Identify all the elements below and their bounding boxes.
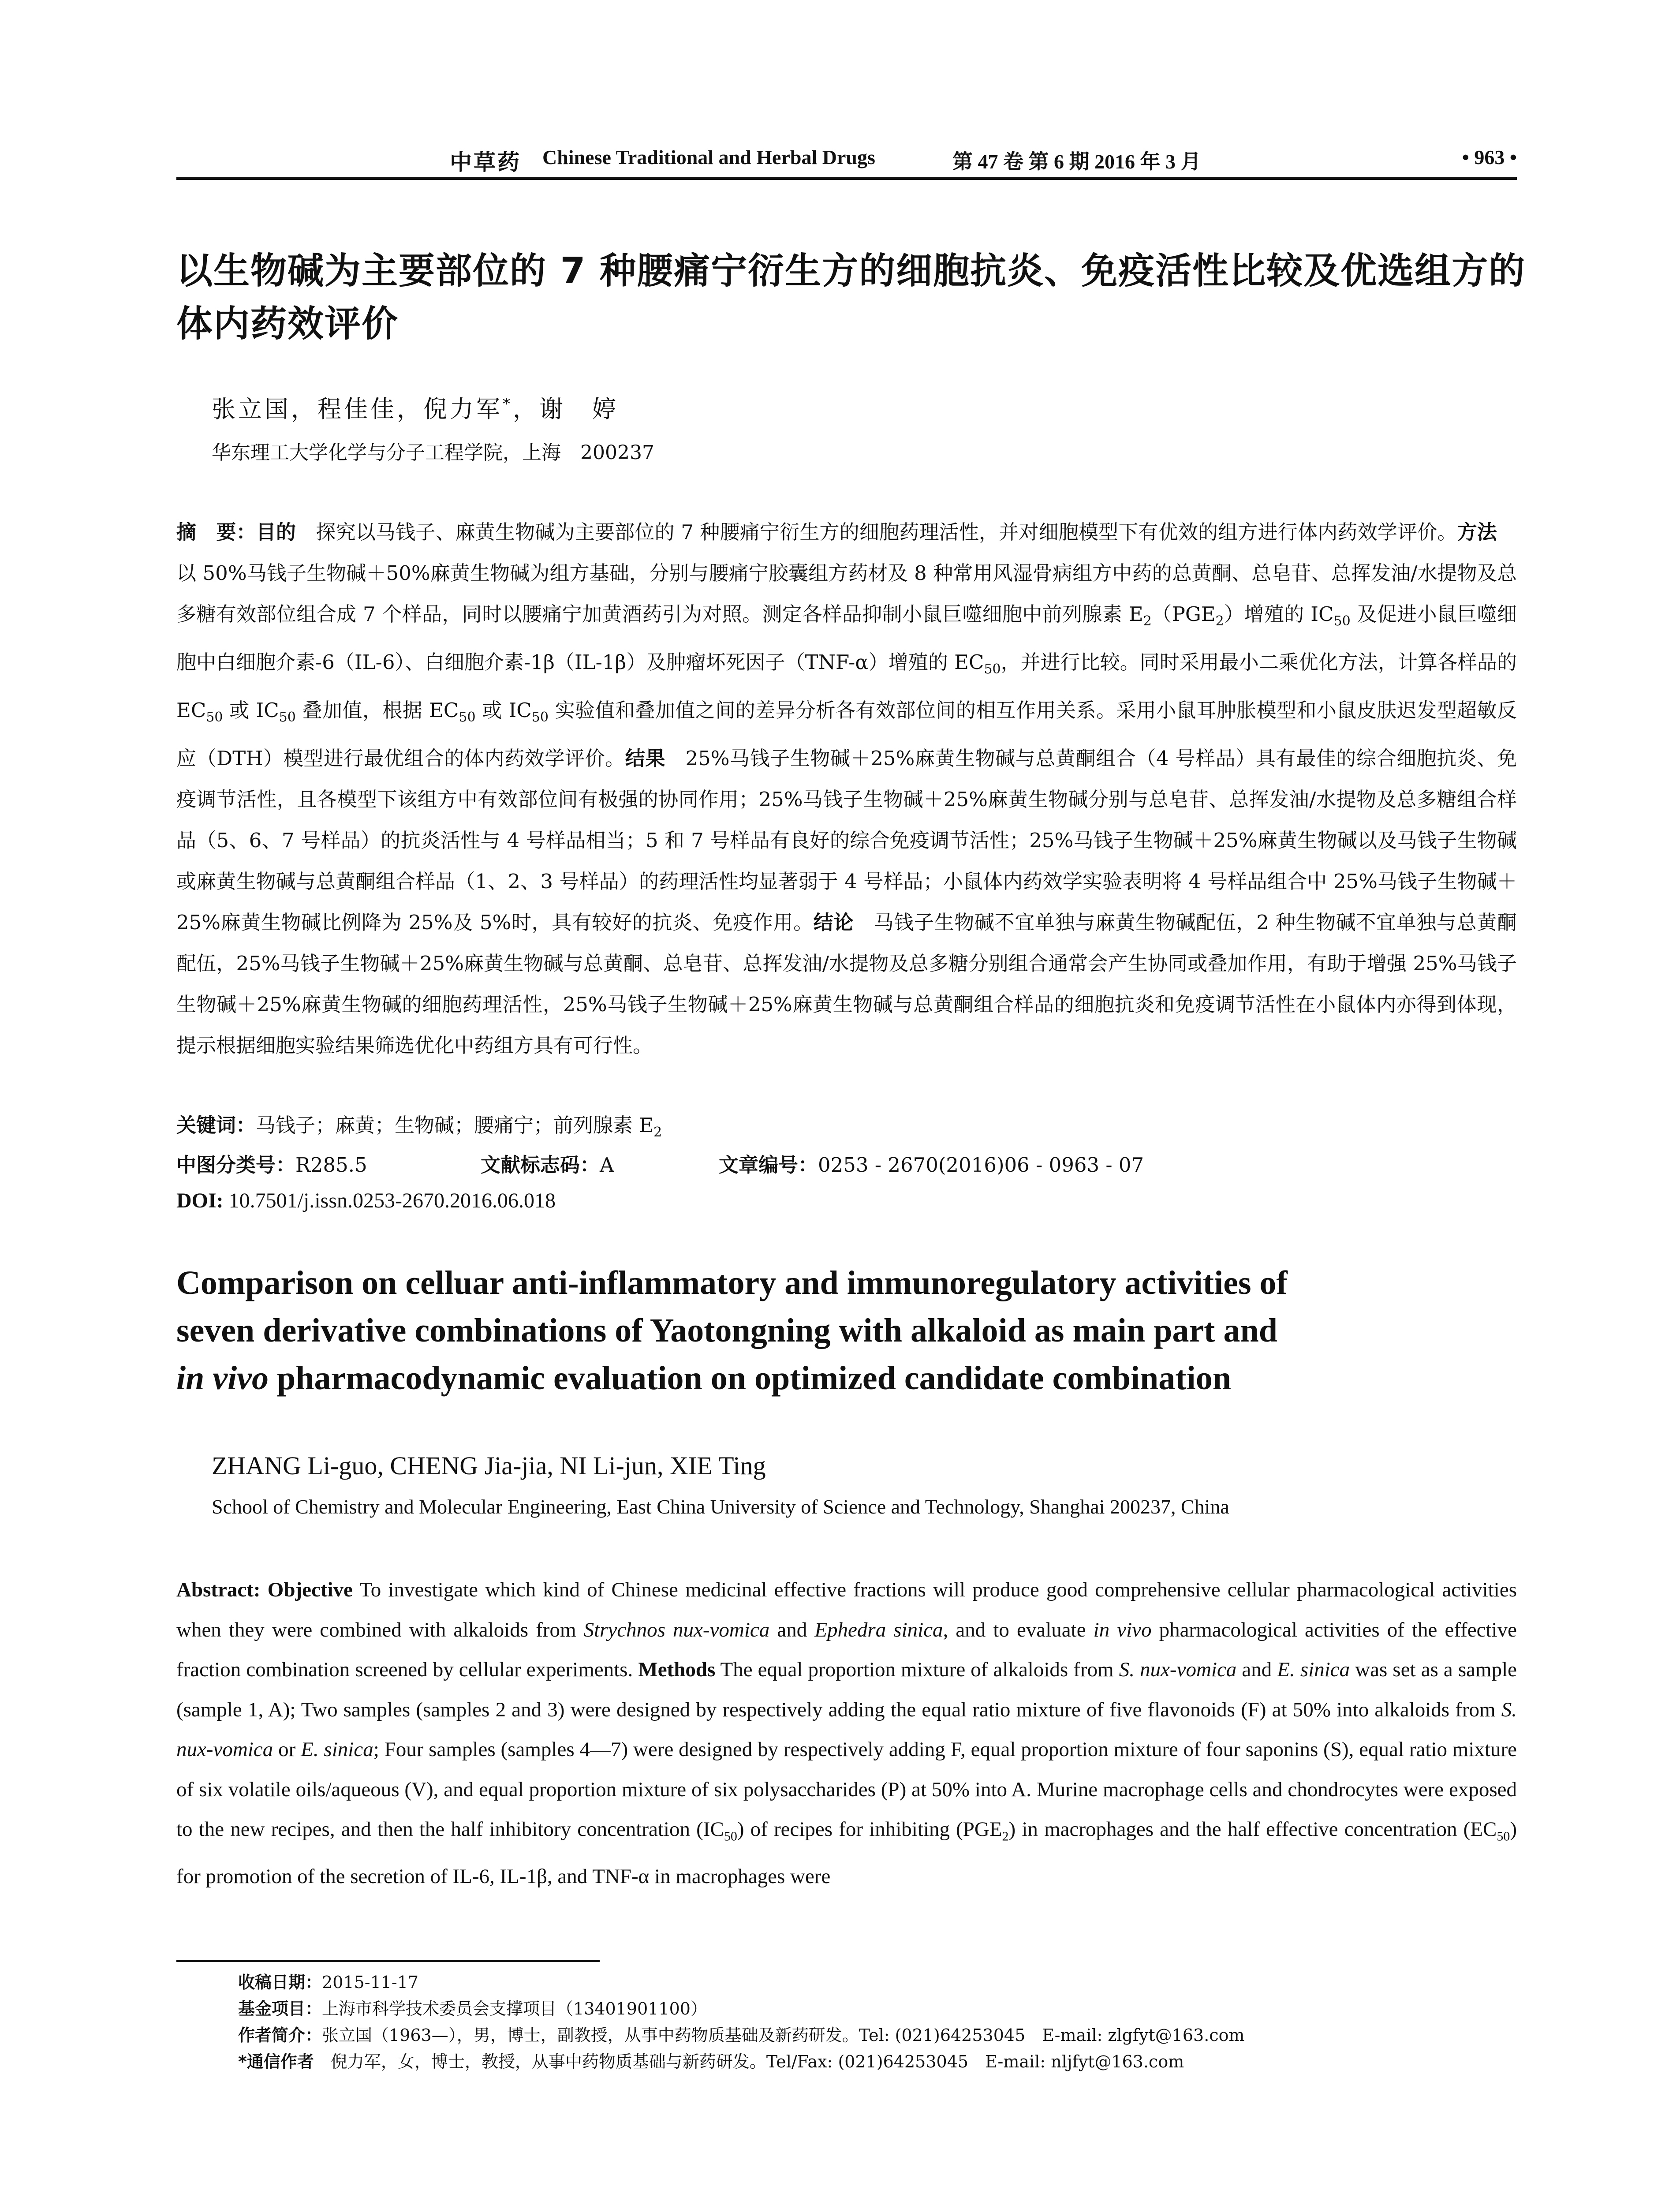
keywords-text: 马钱子；麻黄；生物碱；腰痛宁；前列腺素 E: [256, 1114, 654, 1137]
affiliation-en: School of Chemistry and Molecular Engineering, East China University of Science and Technology, Shanghai 200237, China: [212, 1495, 1229, 1518]
abstract-en-text-8: or: [273, 1738, 301, 1761]
subscript-50: 50: [1333, 613, 1351, 629]
species-name: S. nux-vomica: [1119, 1658, 1237, 1681]
doc-code-value: A: [600, 1153, 614, 1177]
abstract-en-text-7: was set as a sample (sample 1, A); Two samples (samples 2 and 3) were designed by respectively adding the equal ratio mixture of five flavonoids (F) at 50% into alkaloids from: [176, 1658, 1517, 1721]
subscript-2: 2: [1215, 613, 1224, 629]
subscript-2: 2: [1002, 1829, 1009, 1844]
footnote-corresponding: [238, 2048, 1517, 2075]
abstract-en-text-6: and: [1236, 1658, 1277, 1681]
results-text-cn: 25%马钱子生物碱＋25%麻黄生物碱与总黄酮组合（4 号样品）具有最佳的综合细胞抗炎、免疫调节活性，且各模型下该组方中有效部位间有极强的协同作用；25%马钱子生物碱＋25%麻黄生物碱分别与总皂苷、总挥发油/水提物及总多糖组合样品（5、6、7 号样品）的抗炎活性与 4 号样品相当；5 和 7 号样品有良好的综合免疫调节活性；25%马钱子生物碱＋25%麻黄生物碱以及马钱子生物碱或麻黄生物碱与总黄酮组合样品（1、2、3 号样品）的药理活性均显著弱于 4 号样品；小鼠体内药效学实验表明将 4 号样品组合中 25%马钱子生物碱＋25%麻黄生物碱比例降为 25%及 5%时，具有较好的抗炎、免疫作用。: [176, 747, 1517, 934]
footnote-fund: [238, 1996, 1517, 2022]
in-vivo-italic: in vivo: [1093, 1618, 1152, 1641]
doc-code-label: 文献标志码：: [481, 1153, 600, 1177]
subscript-50: 50: [1497, 1829, 1510, 1844]
methods-text-cn-9: 实验值和叠加值之间的差异分析各有效部位间的相互作用关系。采用小鼠耳肿胀模型和小鼠皮肤迟发型超敏反应（DTH）模型进行最优组合的体内药效学评价。: [176, 699, 1517, 770]
objective-label-cn: 目的: [256, 520, 296, 544]
species-name: Strychnos nux-vomica: [583, 1618, 770, 1641]
doi-value[interactable]: 10.7501/j.issn.0253-2670.2016.06.018: [223, 1189, 556, 1212]
doc-code-field: [481, 1149, 614, 1177]
authors-cn: [212, 390, 1446, 424]
subscript-50: 50: [279, 710, 296, 725]
objective-text-cn: 探究以马钱子、麻黄生物碱为主要部位的 7 种腰痛宁衍生方的细胞药理活性，并对细胞模型下有优效的组方进行体内药效学评价。: [296, 520, 1457, 544]
subscript-50: 50: [724, 1829, 737, 1844]
abstract-en-text-11: ) in macrophages and the half effective concentration (EC: [1008, 1818, 1497, 1841]
received-label: 收稿日期：: [238, 1973, 322, 1992]
footnote-received: [238, 1969, 1517, 1996]
issue-info: 第 47 卷 第 6 期 2016 年 3 月: [952, 150, 1201, 173]
article-title-en: [176, 1259, 1534, 1402]
species-name: Ephedra sinica: [814, 1618, 943, 1641]
doi-label: DOI:: [176, 1189, 224, 1212]
article-title-cn: 以生物碱为主要部位的 7 种腰痛宁衍生方的细胞抗炎、免疫活性比较及优选组方的体内药效评价: [176, 250, 1526, 345]
abstract-en-text-5: The equal proportion mixture of alkaloids from: [715, 1658, 1119, 1681]
received-date: 2015-11-17: [322, 1973, 419, 1992]
subscript-2: 2: [653, 1125, 662, 1140]
abstract-label-en: Abstract:: [176, 1578, 261, 1601]
abstract-en-text-4: pharmacological activities of the effective fraction combination screened by cellular experiments.: [176, 1618, 1517, 1681]
author-names-cn: 张立国，程佳佳，倪力军: [212, 395, 503, 423]
title-en-line-3: [176, 1354, 1534, 1402]
footnote-divider: [176, 1960, 600, 1962]
abstract-en-text-2: and: [769, 1618, 815, 1641]
article-number-value: 0253 - 2670(2016)06 - 0963 - 07: [818, 1153, 1144, 1177]
title-en-line-3-rest: pharmacodynamic evaluation on optimized candidate combination: [268, 1360, 1231, 1397]
methods-text-cn-1: 以 50%马钱子生物碱＋50%麻黄生物碱为组方基础，分别与腰痛宁胶囊组方药材及 8 种常用风湿骨病组方中药的总黄酮、总皂苷、总挥发油/水提物及总多糖有效部位组合成 7 个样品，同时以腰痛宁加黄酒药引为对照。测定各样品抑制小鼠巨噬细胞中前列腺素 E: [176, 520, 1517, 626]
title-en-line-1: Comparison on celluar anti-inflammatory and immunoregulatory activities of: [176, 1264, 1288, 1301]
journal-name-cn: 中草药: [450, 150, 521, 175]
author-bio-label: 作者简介：: [238, 2026, 322, 2045]
subscript-50: 50: [984, 662, 1001, 677]
affiliation-cn: 华东理工大学化学与分子工程学院，上海 200237: [212, 441, 654, 464]
abstract-cn: [176, 512, 1517, 1066]
abstract-en-text-1: To investigate which kind of Chinese medicinal effective fractions will produce good comprehensive cellular pharmacological activities when they were combined with alkaloids from: [176, 1578, 1517, 1641]
clc-label: 中图分类号：: [176, 1153, 296, 1177]
running-header: [176, 142, 1517, 180]
title-en-line-2: seven derivative combinations of Yaotongning with alkaloid as main part and: [176, 1312, 1278, 1349]
subscript-2: 2: [1143, 613, 1152, 629]
clc-value: R285.5: [295, 1153, 367, 1177]
abstract-en: [176, 1570, 1517, 1896]
article-number-field: [719, 1149, 1144, 1177]
conclusion-label-cn: 结论: [813, 911, 854, 934]
species-name: E. sinica: [1277, 1658, 1350, 1681]
abstract-en-text-3: , and to evaluate: [943, 1618, 1094, 1641]
subscript-50: 50: [206, 710, 223, 725]
authors-en: ZHANG Li-guo, CHENG Jia-jia, NI Li-jun, XIE Ting: [212, 1451, 766, 1480]
author-bio-text: 张立国（1963—），男，博士，副教授，从事中药物质基础及新药研发。Tel: (021)64253045 E-mail: zlgfyt@163.com: [322, 2026, 1245, 2045]
corresponding-text: 倪力军，女，博士，教授，从事中药物质基础与新药研发。Tel/Fax: (021)64253045 E-mail: nljfyt@163.com: [314, 2052, 1184, 2071]
keywords-cn: [176, 1109, 1517, 1140]
classification-line: [176, 1149, 1517, 1177]
corresponding-label: *通信作者: [238, 2052, 314, 2071]
fund-text: 上海市科学技术委员会支撑项目（13401901100）: [322, 1999, 707, 2018]
article-number-label: 文章编号：: [719, 1153, 818, 1177]
methods-text-cn-4: 及促进小鼠巨噬细胞中白细胞介素-6（IL-6）、白细胞介素-1β（IL-1β）及肿瘤坏死因子（TNF-α）增殖的 EC: [176, 602, 1517, 674]
author-names-cn-tail: ，谢 婷: [513, 395, 619, 423]
methods-text-cn-3: ）增殖的 IC: [1224, 602, 1334, 626]
corresponding-mark: *: [503, 395, 513, 413]
methods-text-cn-2: （PGE: [1151, 602, 1216, 626]
abstract-label-cn: 摘 要：: [176, 520, 256, 544]
results-label-cn: 结果: [625, 747, 665, 770]
keywords-label: 关键词：: [176, 1114, 256, 1137]
title-en-italic: in vivo: [176, 1360, 269, 1397]
conclusion-text-cn: 马钱子生物碱不宜单独与麻黄生物碱配伍，2 种生物碱不宜单独与总黄酮配伍，25%马钱子生物碱＋25%麻黄生物碱与总黄酮、总皂苷、总挥发油/水提物及总多糖分别组合通常会产生协同或叠加作用，有助于增强 25%马钱子生物碱＋25%麻黄生物碱的细胞药理活性，25%马钱子生物碱＋25%麻黄生物碱与总黄酮组合样品的细胞抗炎和免疫调节活性在小鼠体内亦得到体现，提示根据细胞实验结果筛选优化中药组方具有可行性。: [176, 911, 1517, 1057]
fund-label: 基金项目：: [238, 1999, 322, 2018]
methods-text-cn-8: 或 IC: [475, 699, 532, 722]
subscript-50: 50: [531, 710, 549, 725]
subscript-50: 50: [459, 710, 476, 725]
methods-label-cn: 方法: [1457, 520, 1497, 544]
page-number: • 963 •: [1462, 146, 1517, 168]
abstract-en-text-9: ; Four samples (samples 4—7) were designed by respectively adding F, equal proportion mixture of four saponins (S), equal ratio mixture of six volatile oils/aqueous (V), and equal proportion mixture of six polysaccharides (P) at 50% into A. Murine macrophage cells and chondrocytes were exposed to the new recipes, and then the half inhibitory concentration (IC: [176, 1738, 1517, 1841]
methods-text-cn-6: 或 IC: [223, 699, 279, 722]
abstract-en-text-10: ) of recipes for inhibiting (PGE: [737, 1818, 1002, 1841]
objective-label-en: Objective: [260, 1578, 353, 1601]
footnote-author: [238, 2022, 1517, 2048]
clc-field: [176, 1153, 367, 1177]
doi-line: [176, 1188, 1517, 1213]
journal-name-en: Chinese Traditional and Herbal Drugs: [542, 146, 875, 168]
methods-text-cn-5: ，并进行比较。同时采用最小二乘优化方法，计算各样品的 EC: [176, 650, 1517, 722]
abstract-en-text-12: ) for promotion of the secretion of IL-6, IL-1β, and TNF-α in macrophages were: [176, 1818, 1517, 1888]
methods-text-cn-7: 叠加值，根据 EC: [295, 699, 459, 722]
footnotes: [238, 1969, 1517, 2075]
methods-label-en: Methods: [638, 1658, 716, 1681]
species-name: S. nux-vomica: [176, 1698, 1517, 1761]
species-name: E. sinica: [301, 1738, 373, 1761]
